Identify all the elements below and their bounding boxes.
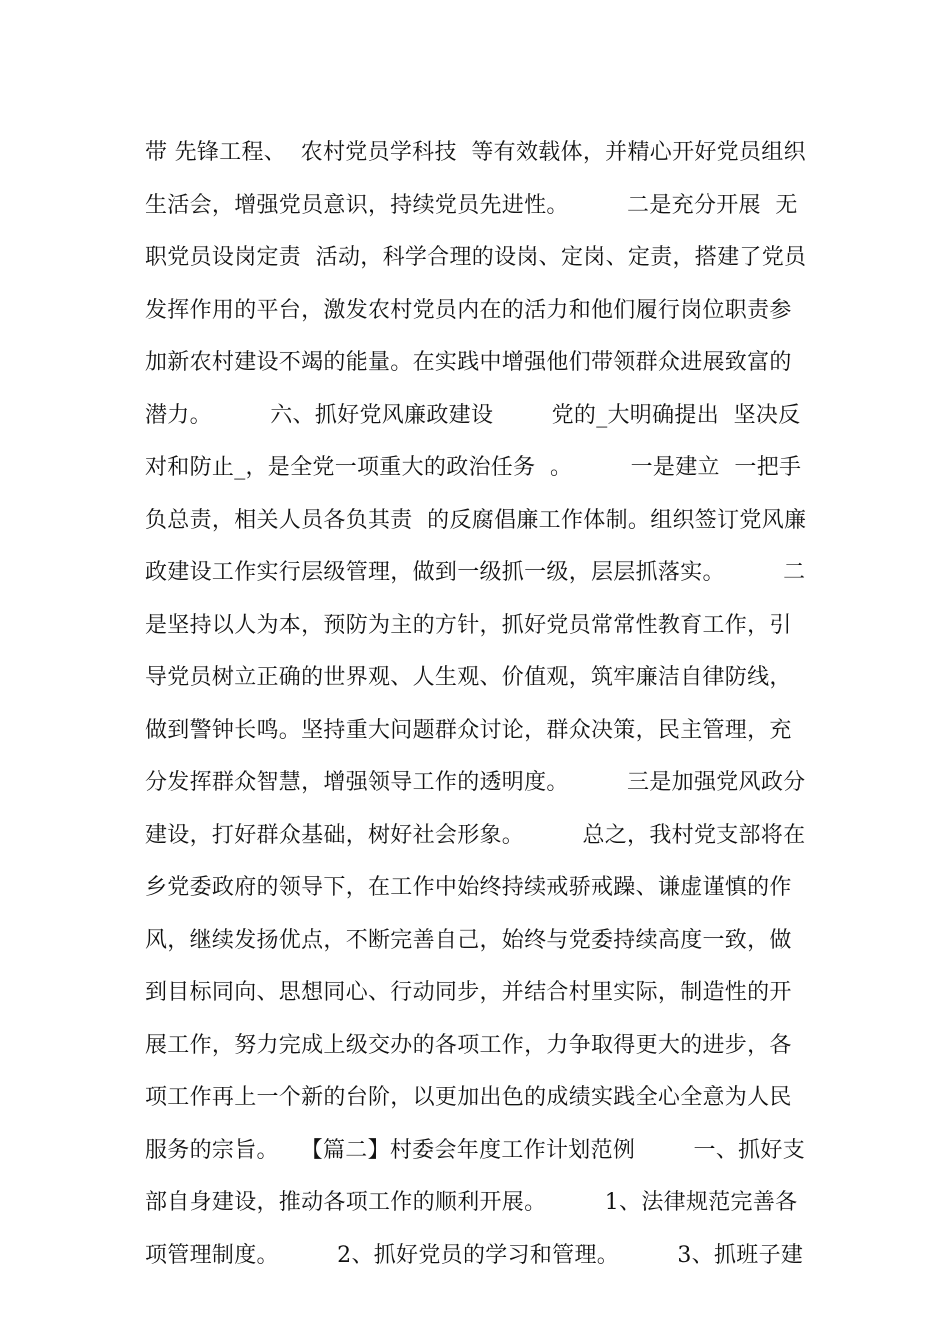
- text-line: 建设，打好群众基础，树好社会形象。 总之，我村党支部将在: [145, 822, 806, 848]
- text-line: 项工作再上一个新的台阶，以更加出色的成绩实践全心全意为人民: [145, 1085, 792, 1110]
- text-line: 是坚持以人为本，预防为主的方针，抓好党员常常性教育工作，引: [145, 612, 792, 638]
- text-line: 对和防止_，是全党一项重大的政治任务 。 一是建立 一把手: [145, 455, 802, 480]
- text-line: 加新农村建设不竭的能量。在实践中增强他们带领群众进展致富的: [145, 350, 792, 375]
- text-line: 到目标同向、思想同心、行动同步，并结合村里实际，制造性的开: [145, 980, 792, 1005]
- text-line: 带 先锋工程、 农村党员学科技 等有效载体，并精心开好党员组织: [145, 140, 806, 165]
- text-line: 展工作，努力完成上级交办的各项工作，力争取得更大的进步，各: [145, 1032, 792, 1058]
- text-line: 潜力。 六、抓好党风廉政建设 党的_大明确提出 坚决反: [145, 402, 801, 428]
- text-line: 部自身建设，推动各项工作的顺利开展。 1、法律规范完善各: [145, 1190, 798, 1215]
- text-line: 分发挥群众智慧，增强领导工作的透明度。 三是加强党风政分: [145, 770, 806, 795]
- text-line: 乡党委政府的领导下，在工作中始终持续戒骄戒躁、谦虚谨慎的作: [145, 875, 792, 900]
- text-line: 做到警钟长鸣。坚持重大问题群众讨论，群众决策，民主管理，充: [145, 717, 792, 743]
- text-line: 风，继续发扬优点，不断完善自己，始终与党委持续高度一致，做: [145, 927, 792, 953]
- text-line: 发挥作用的平台，激发农村党员内在的活力和他们履行岗位职责参: [145, 297, 792, 323]
- body-text: [145, 127, 825, 1282]
- text-line: 政建设工作实行层级管理，做到一级抓一级，层层抓落实。 二: [145, 560, 806, 585]
- text-line: 负总责，相关人员各负其责 的反腐倡廉工作体制。组织签订党风廉: [145, 507, 807, 533]
- text-line: 导党员树立正确的世界观、人生观、价值观，筑牢廉洁自律防线，: [145, 665, 792, 690]
- text-line: 项管理制度。 2、抓好党员的学习和管理。 3、抓班子建: [145, 1242, 804, 1268]
- text-line: 服务的宗旨。 【篇二】村委会年度工作计划范例 一、抓好支: [145, 1137, 806, 1163]
- text-line: 职党员设岗定责 活动，科学合理的设岗、定岗、定责，搭建了党员: [145, 245, 807, 270]
- text-line: 生活会，增强党员意识，持续党员先进性。 二是充分开展 无: [145, 192, 798, 218]
